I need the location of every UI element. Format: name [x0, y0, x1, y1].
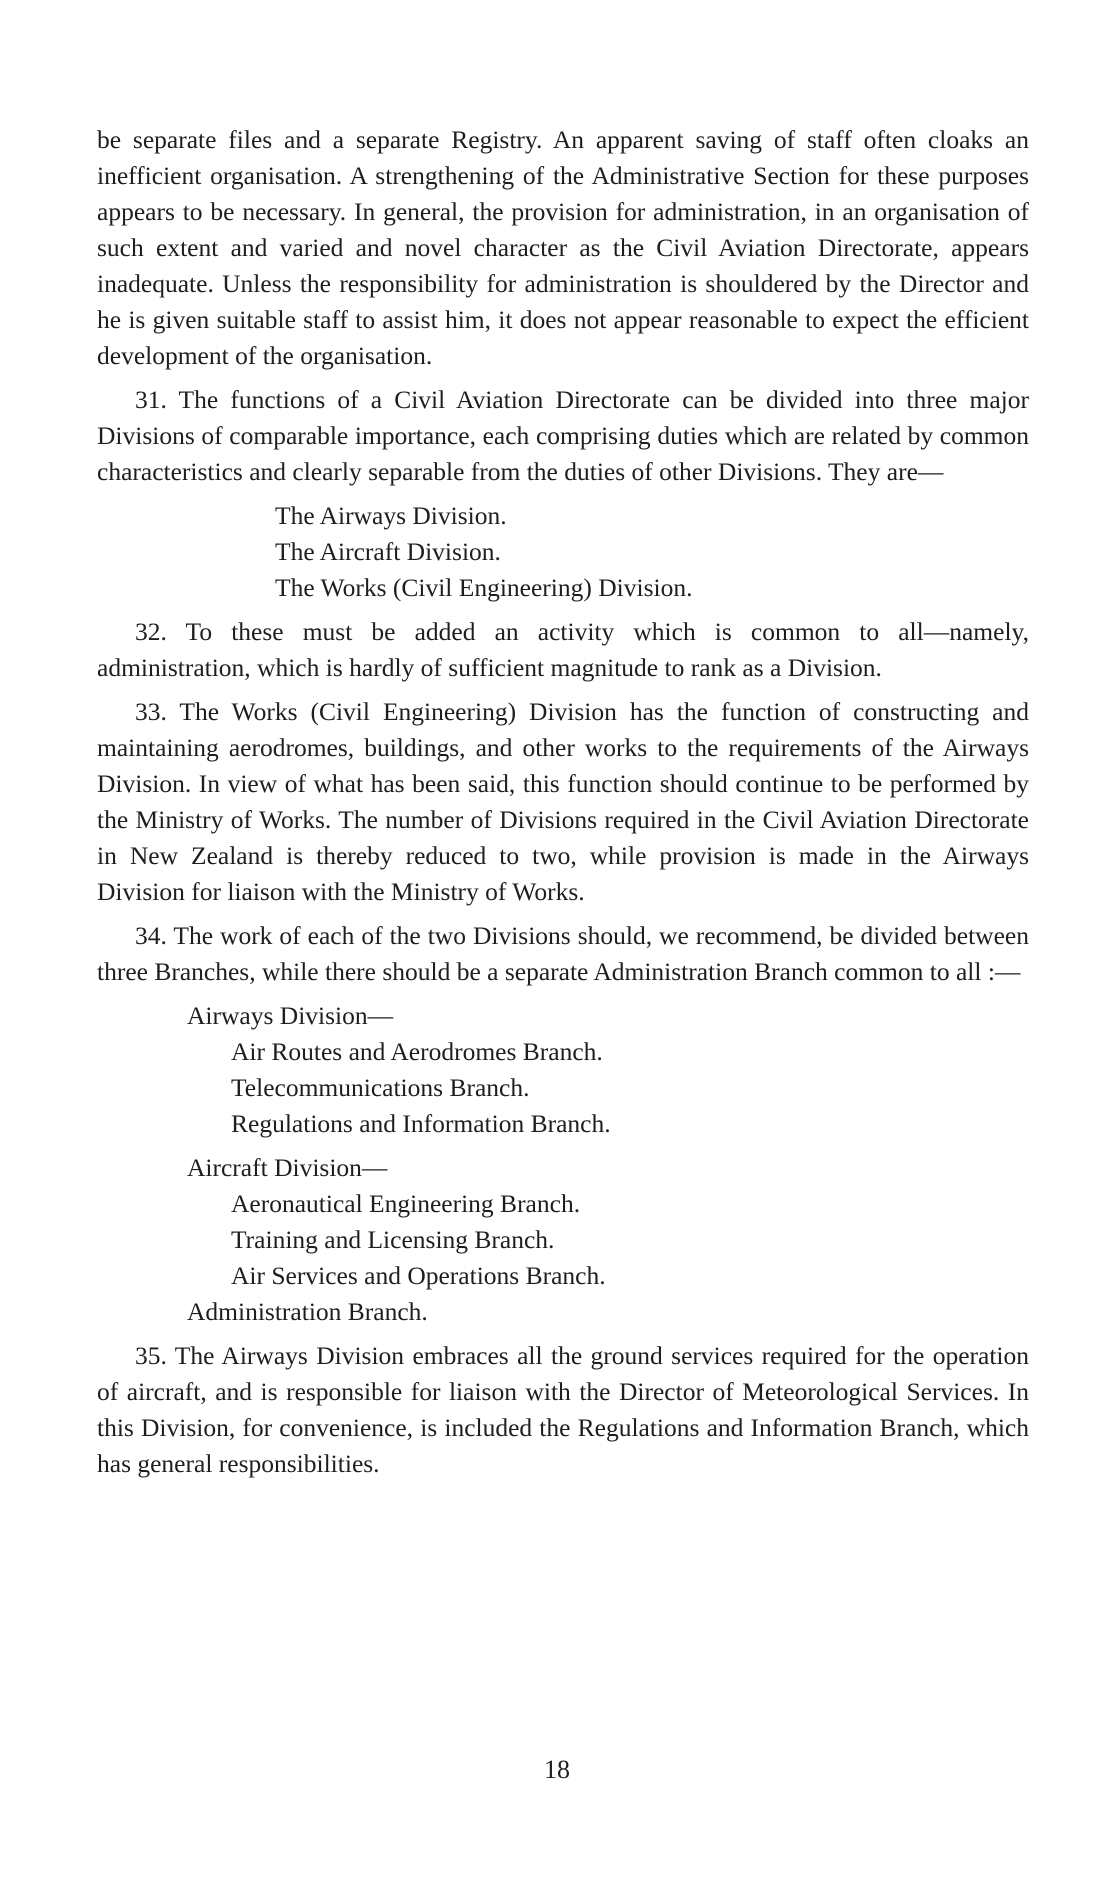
branch-item: Telecommunications Branch. [231, 1073, 530, 1102]
branch-item: Regulations and Information Branch. [231, 1109, 611, 1138]
airways-division-heading: Airways Division— [187, 1001, 394, 1030]
division-item-aircraft: The Aircraft Division. [275, 537, 501, 566]
divisions-list [97, 498, 1029, 606]
branch-item: Air Services and Operations Branch. [231, 1261, 606, 1290]
administration-branch: Administration Branch. [187, 1297, 428, 1326]
branch-item: Air Routes and Aerodromes Branch. [231, 1037, 603, 1066]
aircraft-division-heading: Aircraft Division— [187, 1153, 388, 1182]
paragraph-31: 31. The functions of a Civil Aviation Directorate can be divided into three major Divisions of comparable importance, each comprising duties which are related by common characteristics and clearly separable from the duties of other Divisions. They are— [97, 385, 1029, 486]
paragraph-30-continued: be separate files and a separate Registry. An apparent saving of staff often cloaks an inefficient organisation. A strengthening of the Administrative Section for these purposes appears to be necessary. In general, the provision for administration, in an organisation of such extent and varied and novel character as the Civil Aviation Directorate, appears inadequate. Unless the responsibility for administration is shouldered by the Director and he is given suitable staff to assist him, it does not appear reasonable to expect the efficient development of the organisation. [97, 125, 1029, 370]
division-item-works: The Works (Civil Engineering) Division. [275, 573, 693, 602]
branch-item: Training and Licensing Branch. [231, 1225, 555, 1254]
branch-item: Aeronautical Engineering Branch. [231, 1189, 581, 1218]
paragraph-32: 32. To these must be added an activity which is common to all—namely, administration, which is hardly of sufficient magnitude to rank as a Division. [97, 617, 1029, 682]
paragraph-35: 35. The Airways Division embraces all the ground services required for the operation of aircraft, and is responsible for liaison with the Director of Meteorological Services. In this Division, for convenience, is included the Regulations and Information Branch, which has general responsibilities. [97, 1341, 1029, 1478]
branches-list [97, 998, 1029, 1330]
division-item-airways: The Airways Division. [275, 501, 507, 530]
page-body [97, 122, 1029, 1490]
paragraph-34: 34. The work of each of the two Divisions should, we recommend, be divided between three Branches, while there should be a separate Administration Branch common to all :— [97, 921, 1029, 986]
page-number: 18 [544, 1755, 570, 1784]
paragraph-33: 33. The Works (Civil Engineering) Division has the function of constructing and maintaining aerodromes, buildings, and other works to the requirements of the Airways Division. In view of what has been said, this function should continue to be performed by the Ministry of Works. The number of Divisions required in the Civil Aviation Directorate in New Zealand is thereby reduced to two, while provision is made in the Airways Division for liaison with the Ministry of Works. [97, 697, 1029, 906]
